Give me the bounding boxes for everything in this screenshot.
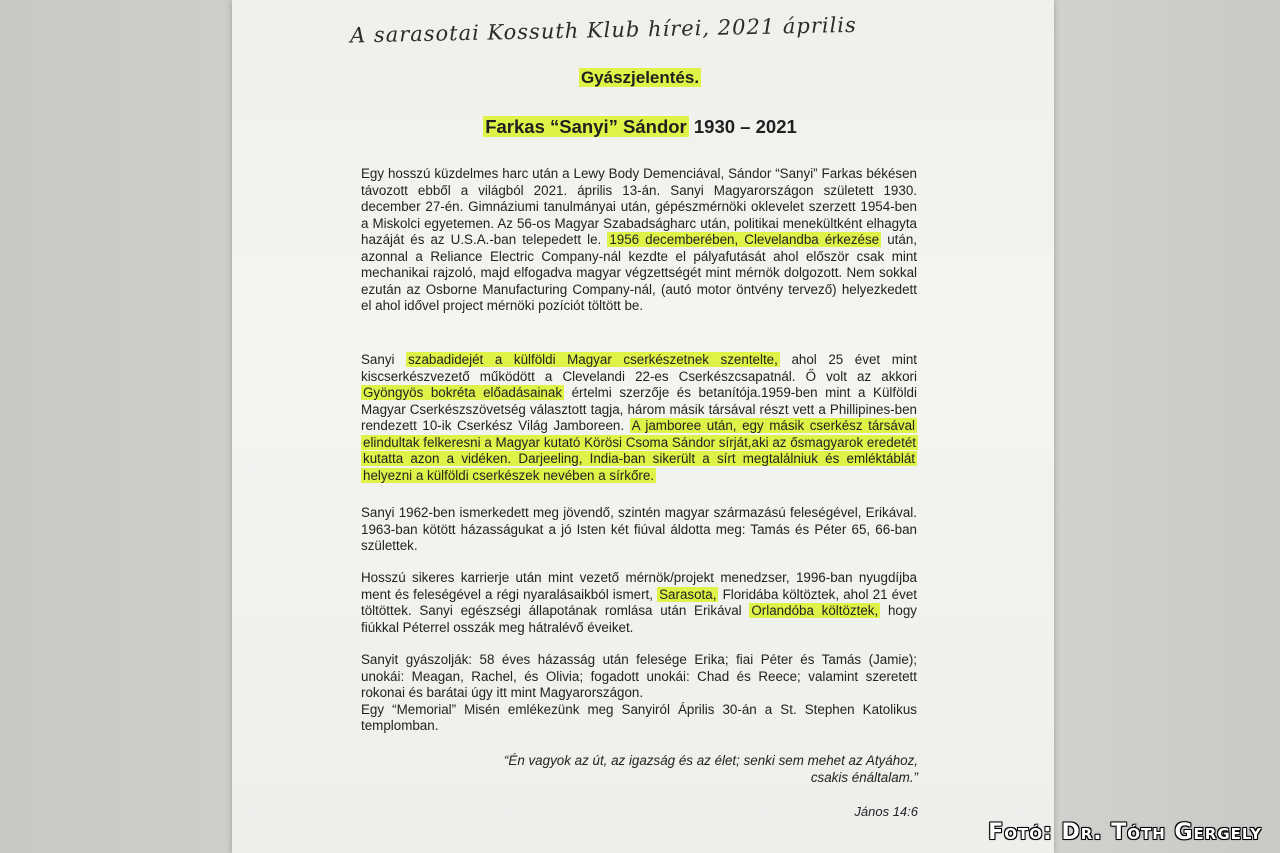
p4-text-b: Floridába költöztek, ahol 21 évet töltöttek. Sanyi egészségi állapotának romlása után Erikával <box>361 586 917 618</box>
p4-text-c: hogy fiúkkal Péterrel osszák meg hátralévő éveiket. <box>361 603 917 635</box>
p4-highlight-2: Orlandóba költöztek, <box>751 603 879 618</box>
p2-text-a: Sanyi <box>361 352 407 367</box>
p3-text: Sanyi 1962-ben ismerkedett meg jövendő, szintén magyar származású feleségével, Erikával. 1963-ban kötött házasságukat a jó Isten két fiúval áldotta meg: Tamás és Péter 65, 66-ban születtek. <box>361 505 917 553</box>
deceased-name-heading <box>0 116 1280 138</box>
paragraph-mourners <box>361 652 917 735</box>
paragraph-retirement <box>361 570 917 636</box>
document-title-text: Gyászjelentés. <box>580 68 700 87</box>
handwritten-header: A sarasotai Kossuth Klub hírei, 2021 április <box>349 12 858 48</box>
p5-line-1: Sanyit gyászolják: 58 éves házasság után felesége Erika; fiai Péter és Tamás (Jamie); unokái: Meagan, Rachel, és Olivia; fogadott unokái: Chad és Reece; valamint szeretett rokonai és barátai úgy itt mint Magyarországon. <box>361 652 917 700</box>
life-years: 1930 – 2021 <box>688 116 797 137</box>
p2-highlight-3: A jamboree után, egy másik cserkész társával elindultak felkeresni a Magyar kutató Körösi Csoma Sándor sírját,aki az ősmagyarok eredetét kutatta azon a vidéken. Darjeeling, India-ban sikerült a sírt megtalálniuk és emléktáblát helyezni a külföldi cserkészek nevében a sírkőre. <box>363 418 917 483</box>
quote-reference: János 14:6 <box>854 804 918 819</box>
p1-text-b: után, azonnal a Reliance Electric Company-nál kezdte el pályafutását ahol először csak mint mechanikai rajzoló, majd elfogadva magyar végzettségét mint mérnök dolgozott. Nem sokkal ezután az Osborne Manufacturing Company-nál, (autó motor öntvény tervező) helyezkedett el ahol idővel project mérnöki pozíciót töltött be. <box>361 232 917 313</box>
document-title <box>0 68 1280 88</box>
quote-line-2: csakis énáltalam.” <box>810 770 918 785</box>
p1-highlight: 1956 decemberében, Clevelandba érkezése <box>609 232 880 247</box>
p5-line-2: Egy “Memorial” Misén emlékezünk meg Sanyiról Április 30-án a St. Stephen Katolikus templomban. <box>361 701 917 733</box>
p4-text-a: Hosszú sikeres karrierje után mint vezető mérnök/projekt menedzser, 1996-ban nyugdíjba ment és feleségével a régi nyaralásaikból ismert, <box>361 570 917 602</box>
p1-text-a: Egy hosszú küzdelmes harc után a Lewy Body Demenciával, Sándor “Sanyi” Farkas békésen távozott ebből a világból 2021. április 13-án. Sanyi Magyarországon született 1930. december 27-én. Gimnáziumi tanulmányai után, gépészmérnöki oklevelet szerzett 1954-ben a Miskolci egyetemen. Az 56-os Magyar Szabadságharc után, politikai menekültként elhagyta hazáját és az U.S.A.-ban telepedett le. <box>361 166 917 247</box>
paragraph-family <box>361 505 917 555</box>
p2-text-b: ahol 25 évet mint kiscserkészvezető működött a Clevelandi 22-es Cserkészcsapatnál. Ő volt az akkori <box>361 352 917 384</box>
quote-line-1: “Én vagyok az út, az igazság és az élet; senki sem mehet az Atyához, <box>503 753 918 768</box>
paragraph-scouting <box>361 352 917 484</box>
photo-credit: Fotó: Dr. Tóth Gergely <box>988 820 1262 845</box>
bible-quote <box>430 752 918 786</box>
p2-highlight-2: Gyöngyös bokréta előadásainak <box>363 385 563 400</box>
p4-highlight-1: Sarasota, <box>659 586 717 602</box>
deceased-name: Farkas “Sanyi” Sándor <box>485 116 687 137</box>
paragraph-biography <box>361 166 917 315</box>
p2-highlight-1: szabadidejét a külföldi Magyar cserkészetnek szentelte, <box>408 352 778 367</box>
p2-text-c: értelmi szerzője és betanítója.1959-ben mint a Külföldi Magyar Cserkészszövetség választott tagja, három másik társával részt vett a Phillipines-ben rendezett 10-ik Cserkész Világ Jamboreen. <box>361 385 917 433</box>
